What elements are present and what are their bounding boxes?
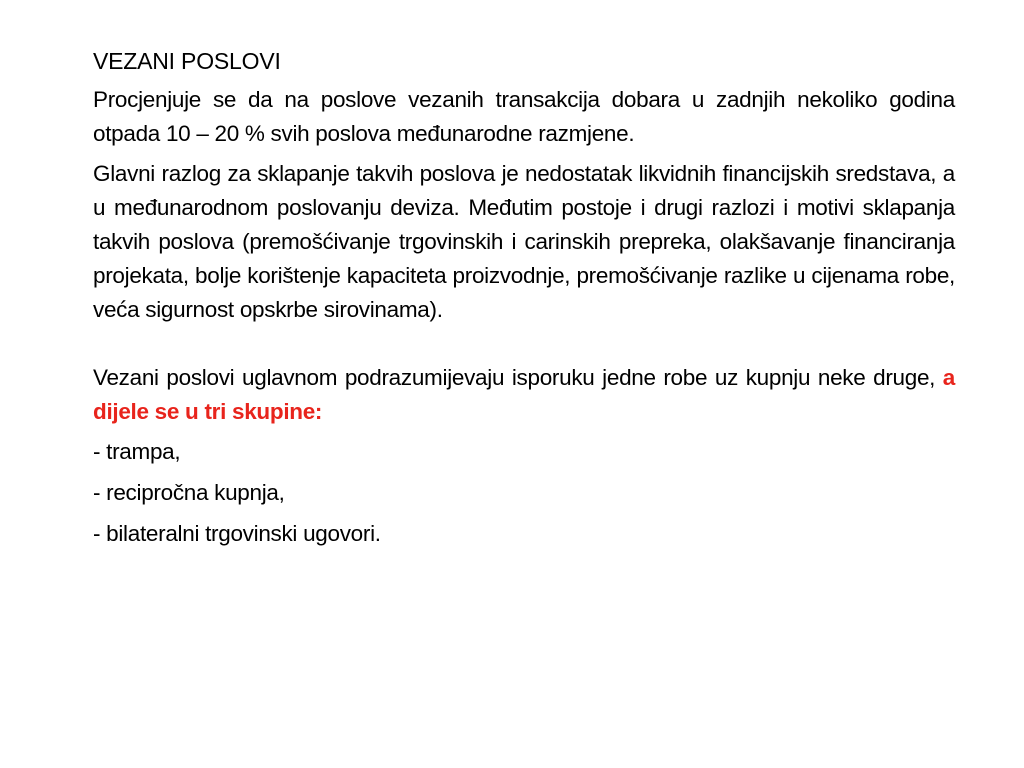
list-item-reciprocna-kupnja: - recipročna kupnja, (93, 480, 285, 505)
slide-title: VEZANI POSLOVI (93, 48, 281, 74)
definition-text: Vezani poslovi uglavnom podrazumijevaju isporuku jedne robe uz kupnju neke druge, (93, 365, 943, 390)
list-item-trampa: - trampa, (93, 439, 181, 464)
definition-highlight: a dijele se u tri skupine: (93, 365, 955, 424)
list-item-bilateralni-ugovori: - bilateralni trgovinski ugovori. (93, 521, 381, 546)
slide-content (93, 44, 955, 558)
paragraph-transactions-share: Procjenjuje se da na poslove vezanih transakcija dobara u zadnjih nekoliko godina otpada 10 – 20 % svih poslova međunarodne razmjene. (93, 87, 955, 146)
paragraph-definition (93, 361, 955, 429)
paragraph-main-reason: Glavni razlog za sklapanje takvih poslova je nedostatak likvidnih financijskih sredstava, a u međunarodnom poslovanju deviza. Međutim postoje i drugi razlozi i motivi sklapanja takvih poslova (premošćivanje trgovinskih i carinskih prepreka, olakšavanje financiranja projekata, bolje korištenje kapaciteta proizvodnje, premošćivanje razlike u cijenama robe, veća sigurnost opskrbe sirovinama). (93, 161, 955, 322)
